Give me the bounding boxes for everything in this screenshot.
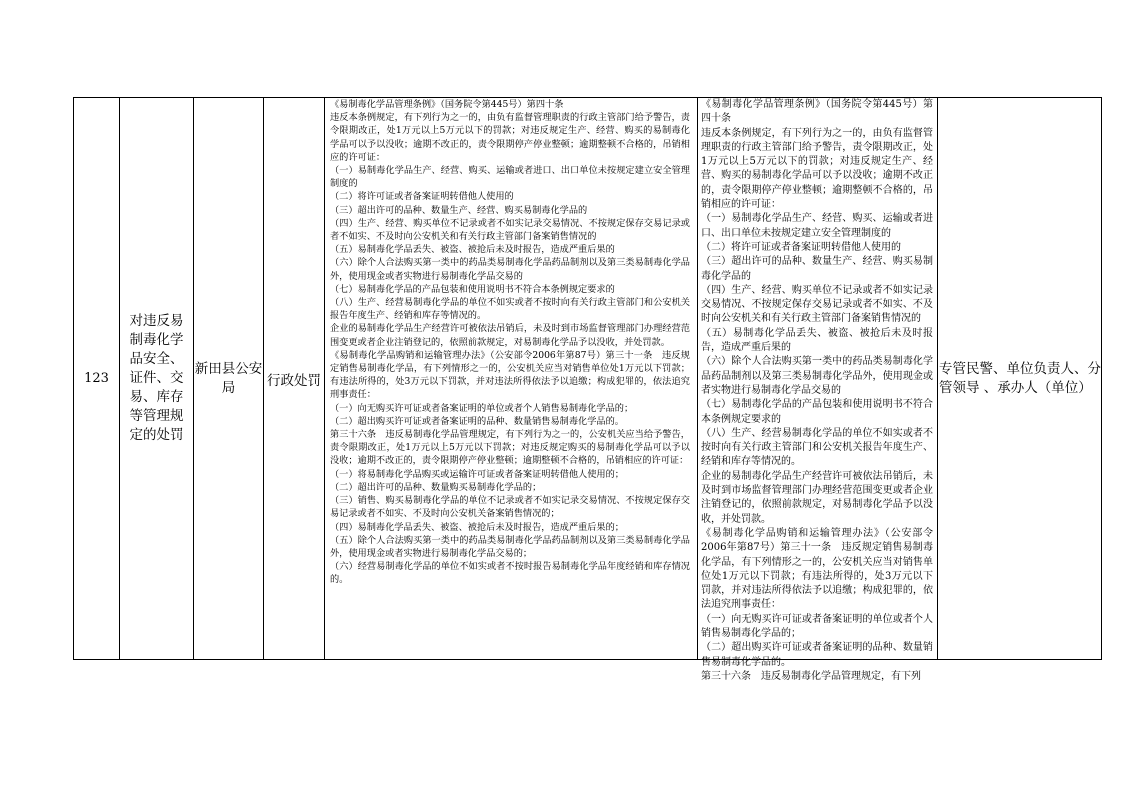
- discretion-standard-cell: [698, 98, 938, 682]
- discretion-standard-paragraph: 《易制毒化学品购销和运输管理办法》（公安部令2006年第87号）第三十一条 违反规定销售易制毒化学品，有下列情形之一的，公安机关应当对销售单位处1万元以下罚款；有违法所得的，处3万元以下罚款，并对违法所得依法予以追缴；构成犯罪的，依法追究刑事责任：: [701, 527, 933, 611]
- discretion-standard-paragraph: （七）易制毒化学品的产品包装和使用说明书不符合本条例规定要求的: [701, 399, 933, 425]
- discretion-standard-paragraph: 《易制毒化学品管理条例》（国务院令第445号）第四十条: [701, 99, 933, 125]
- discretion-standard-paragraph: 企业的易制毒化学品生产经营许可被依法吊销后，未及时到市场监督管理部门办理经营范围变更或者企业注销登记的，依照前款规定，对易制毒化学品予以没收，并处罚款。: [701, 470, 933, 525]
- legal-basis-paragraph: （二）超出许可的品种、数量购买易制毒化学品的；: [330, 481, 542, 493]
- enforcement-agency: 新田县公安局: [194, 98, 264, 660]
- legal-basis-paragraph: （四）生产、经营、购买单位不记录或者不如实记录交易情况、不按规定保存交易记录或者不如实、不及时向公安机关和有关行政主管部门备案销售情况的: [330, 217, 690, 243]
- legal-basis-paragraph: 企业的易制毒化学品生产经营许可被依法吊销后，未及时到市场监督管理部门办理经营范围变更或者企业注销登记的，依照前款规定，对易制毒化学品予以没收，并处罚款。: [330, 323, 690, 348]
- legal-basis-paragraph: （二）将许可证或者备案证明转借他人使用的: [330, 191, 514, 203]
- legal-basis-paragraph: （三）销售、购买易制毒化学品的单位不记录或者不如实记录交易情况、不按规定保存交易记录或者不如实、不及时向公安机关备案销售情况的；: [330, 495, 690, 520]
- discretion-standard-paragraph: （四）生产、经营、购买单位不记录或者不如实记录交易情况、不按规定保存交易记录或者不如实、不及时向公安机关和有关行政主管部门备案销售情况的: [701, 284, 933, 325]
- discretion-standard-paragraph: （一）向无购买许可证或者备案证明的单位或者个人销售易制毒化学品的；: [701, 613, 933, 639]
- table-row: [74, 98, 1102, 660]
- legal-basis-text: [325, 98, 697, 587]
- legal-basis-paragraph: 第三十六条 违反易制毒化学品管理规定，有下列行为之一的，公安机关应当给予警告，责令限期改正，处1万元以上5万元以下罚款；对违反规定购买的易制毒化学品可以予以没收；逾期不改正的，责令限期停产停业整顿；逾期整顿不合格的，吊销相应的许可证：: [330, 429, 690, 467]
- discretion-standard-paragraph: 第三十六条 违反易制毒化学品管理规定，有下列: [701, 670, 921, 682]
- discretion-standard-paragraph: （一）易制毒化学品生产、经营、购买、运输或者进口、出口单位未按规定建立安全管理制度的: [701, 213, 933, 239]
- legal-basis-paragraph: （六）除个人合法购买第一类中的药品类易制毒化学品药品制剂以及第三类易制毒化学品外，使用现金或者实物进行易制毒化学品交易的: [330, 257, 690, 282]
- row-number: 123: [74, 98, 120, 660]
- penalty-item-name: 对违反易制毒化学品安全、证件、交易、库存等管理规定的处罚: [120, 98, 194, 660]
- legal-basis-paragraph: （五）除个人合法购买第一类中的药品类易制毒化学品药品制剂以及第三类易制毒化学品外，使用现金或者实物进行易制毒化学品交易的；: [330, 534, 690, 559]
- discretion-standard-paragraph: （五）易制毒化学品丢失、被盗、被抢后未及时报告，造成严重后果的: [701, 327, 933, 354]
- legal-basis-paragraph: （一）将易制毒化学品购买或运输许可证或者备案证明转借他人使用的；: [330, 468, 624, 480]
- discretion-standard-paragraph: （六）除个人合法购买第一类中的药品类易制毒化学品药品制剂以及第三类易制毒化学品外，使用现金或者实物进行易制毒化学品交易的: [701, 356, 933, 396]
- power-type: 行政处罚: [264, 98, 325, 660]
- legal-basis-paragraph: （八）生产、经营易制毒化学品的单位不如实或者不按时向有关行政主管部门和公安机关报告年度生产、经销和库存等情况的。: [330, 297, 690, 322]
- discretion-standard-paragraph: （八）生产、经营易制毒化学品的单位不如实或者不按时向有关行政主管部门和公安机关报告年度生产、经销和库存等情况的。: [701, 427, 933, 468]
- legal-basis-paragraph: （二）超出购买许可证或者备案证明的品种、数量销售易制毒化学品的。: [330, 415, 624, 427]
- discretion-standard-paragraph: （二）将许可证或者备案证明转借他人使用的: [701, 241, 901, 253]
- legal-basis-paragraph: （三）超出许可的品种、数量生产、经营、购买易制毒化学品的: [330, 204, 588, 216]
- legal-basis-paragraph: （六）经营易制毒化学品的单位不如实或者不按时报告易制毒化学品年度经销和库存情况的。: [330, 561, 690, 586]
- legal-basis-paragraph: 《易制毒化学品管理条例》（国务院令第445号）第四十条: [330, 99, 564, 110]
- legal-basis-paragraph: （七）易制毒化学品的产品包装和使用说明书不符合本条例规定要求的: [330, 283, 615, 295]
- discretion-standard-paragraph: 违反本条例规定，有下列行为之一的，由负有监督管理职责的行政主管部门给予警告，责令限期改正，处1万元以上5万元以下的罚款；对违反规定生产、经营、购买的易制毒化学品可以予以没收；逾期不改正的，责令限期停产停业整顿；逾期整顿不合格的，吊销相应的许可证：: [701, 127, 933, 211]
- legal-basis-paragraph: 《易制毒化学品购销和运输管理办法》（公安部令2006年第87号）第三十一条 违反规定销售易制毒化学品，有下列情形之一的，公安机关应当对销售单位处1万元以下罚款；有违法所得的，处3万元以下罚款，并对违法所得依法予以追缴；构成犯罪的，依法追究刑事责任：: [330, 349, 690, 401]
- discretion-standard-text: [698, 98, 937, 682]
- discretion-standard-paragraph: （三）超出许可的品种、数量生产、经营、购买易制毒化学品的: [701, 256, 933, 282]
- legal-basis-cell: [325, 98, 698, 660]
- legal-basis-paragraph: （一）向无购买许可证或者备案证明的单位或者个人销售易制毒化学品的；: [330, 402, 634, 414]
- discretion-standard-paragraph: （二）超出购买许可证或者备案证明的品种、数量销售易制毒化学品的。: [701, 642, 933, 668]
- legal-basis-paragraph: （四）易制毒化学品丢失、被盗、被抢后未及时报告，造成严重后果的；: [330, 521, 624, 533]
- legal-basis-paragraph: （五）易制毒化学品丢失、被盗、被抢后未及时报告，造成严重后果的: [330, 244, 615, 256]
- legal-basis-paragraph: 违反本条例规定，有下列行为之一的，由负有监督管理职责的行政主管部门给予警告，责令限期改正，处1万元以上5万元以下的罚款；对违反规定生产、经营、购买的易制毒化学品可以予以没收；逾期不改正的，责令限期停产停业整顿；逾期整顿不合格的，吊销相应的许可证：: [330, 112, 690, 163]
- penalty-table: [73, 97, 1102, 682]
- legal-basis-paragraph: （一）易制毒化学品生产、经营、购买、运输或者进口、出口单位未按规定建立安全管理制度的: [330, 165, 690, 190]
- responsible-parties: 专管民警、单位负责人、分管领导 、承办人（单位）: [938, 98, 1102, 660]
